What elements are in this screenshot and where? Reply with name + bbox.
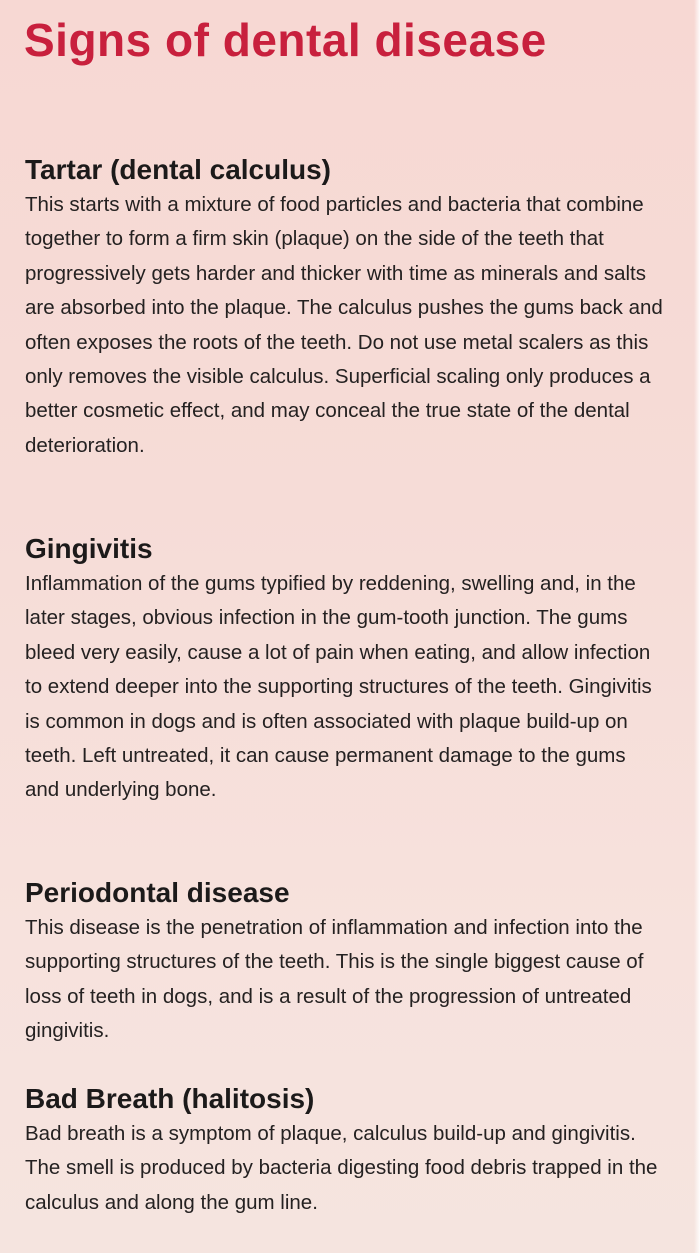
section-heading-bad-breath: Bad Breath (halitosis) xyxy=(25,1083,315,1114)
page-edge xyxy=(694,0,700,1253)
section-heading-gingivitis: Gingivitis xyxy=(25,533,153,564)
section-heading-tartar: Tartar (dental calculus) xyxy=(25,154,332,185)
section-body-bad-breath: Bad breath is a symptom of plaque, calculus build-up and gingivitis. The smell is produced by bacteria digesting food debris trapped in the calculus and along the gum line. xyxy=(25,1122,658,1214)
section-gingivitis xyxy=(25,531,665,808)
section-body-gingivitis: Inflammation of the gums typified by reddening, swelling and, in the later stages, obvious infection in the gum-tooth junction. The gums bleed very easily, cause a lot of pain when eating, and allow infection to extend deeper into the supporting structures of the teeth. Gingivitis is common in dogs and is often associated with plaque build-up on teeth. Left untreated, it can cause permanent damage to the gums and underlying bone. xyxy=(25,572,652,802)
section-tartar xyxy=(25,152,665,463)
page-title: Signs of dental disease xyxy=(24,14,547,66)
section-periodontal-disease xyxy=(25,875,665,1049)
section-body-tartar: This starts with a mixture of food particles and bacteria that combine together to form a firm skin (plaque) on the side of the teeth that progressively gets harder and thicker with time as minerals and salts are absorbed into the plaque. The calculus pushes the gums back and often exposes the roots of the teeth. Do not use metal scalers as this only removes the visible calculus. Superficial scaling only produces a better cosmetic effect, and may conceal the true state of the dental deterioration. xyxy=(25,193,663,457)
section-heading-periodontal-disease: Periodontal disease xyxy=(25,877,290,908)
section-body-periodontal-disease: This disease is the penetration of inflammation and infection into the supporting structures of the teeth. This is the single biggest cause of loss of teeth in dogs, and is a result of the progression of untreated gingivitis. xyxy=(25,916,644,1043)
section-bad-breath xyxy=(25,1081,665,1220)
